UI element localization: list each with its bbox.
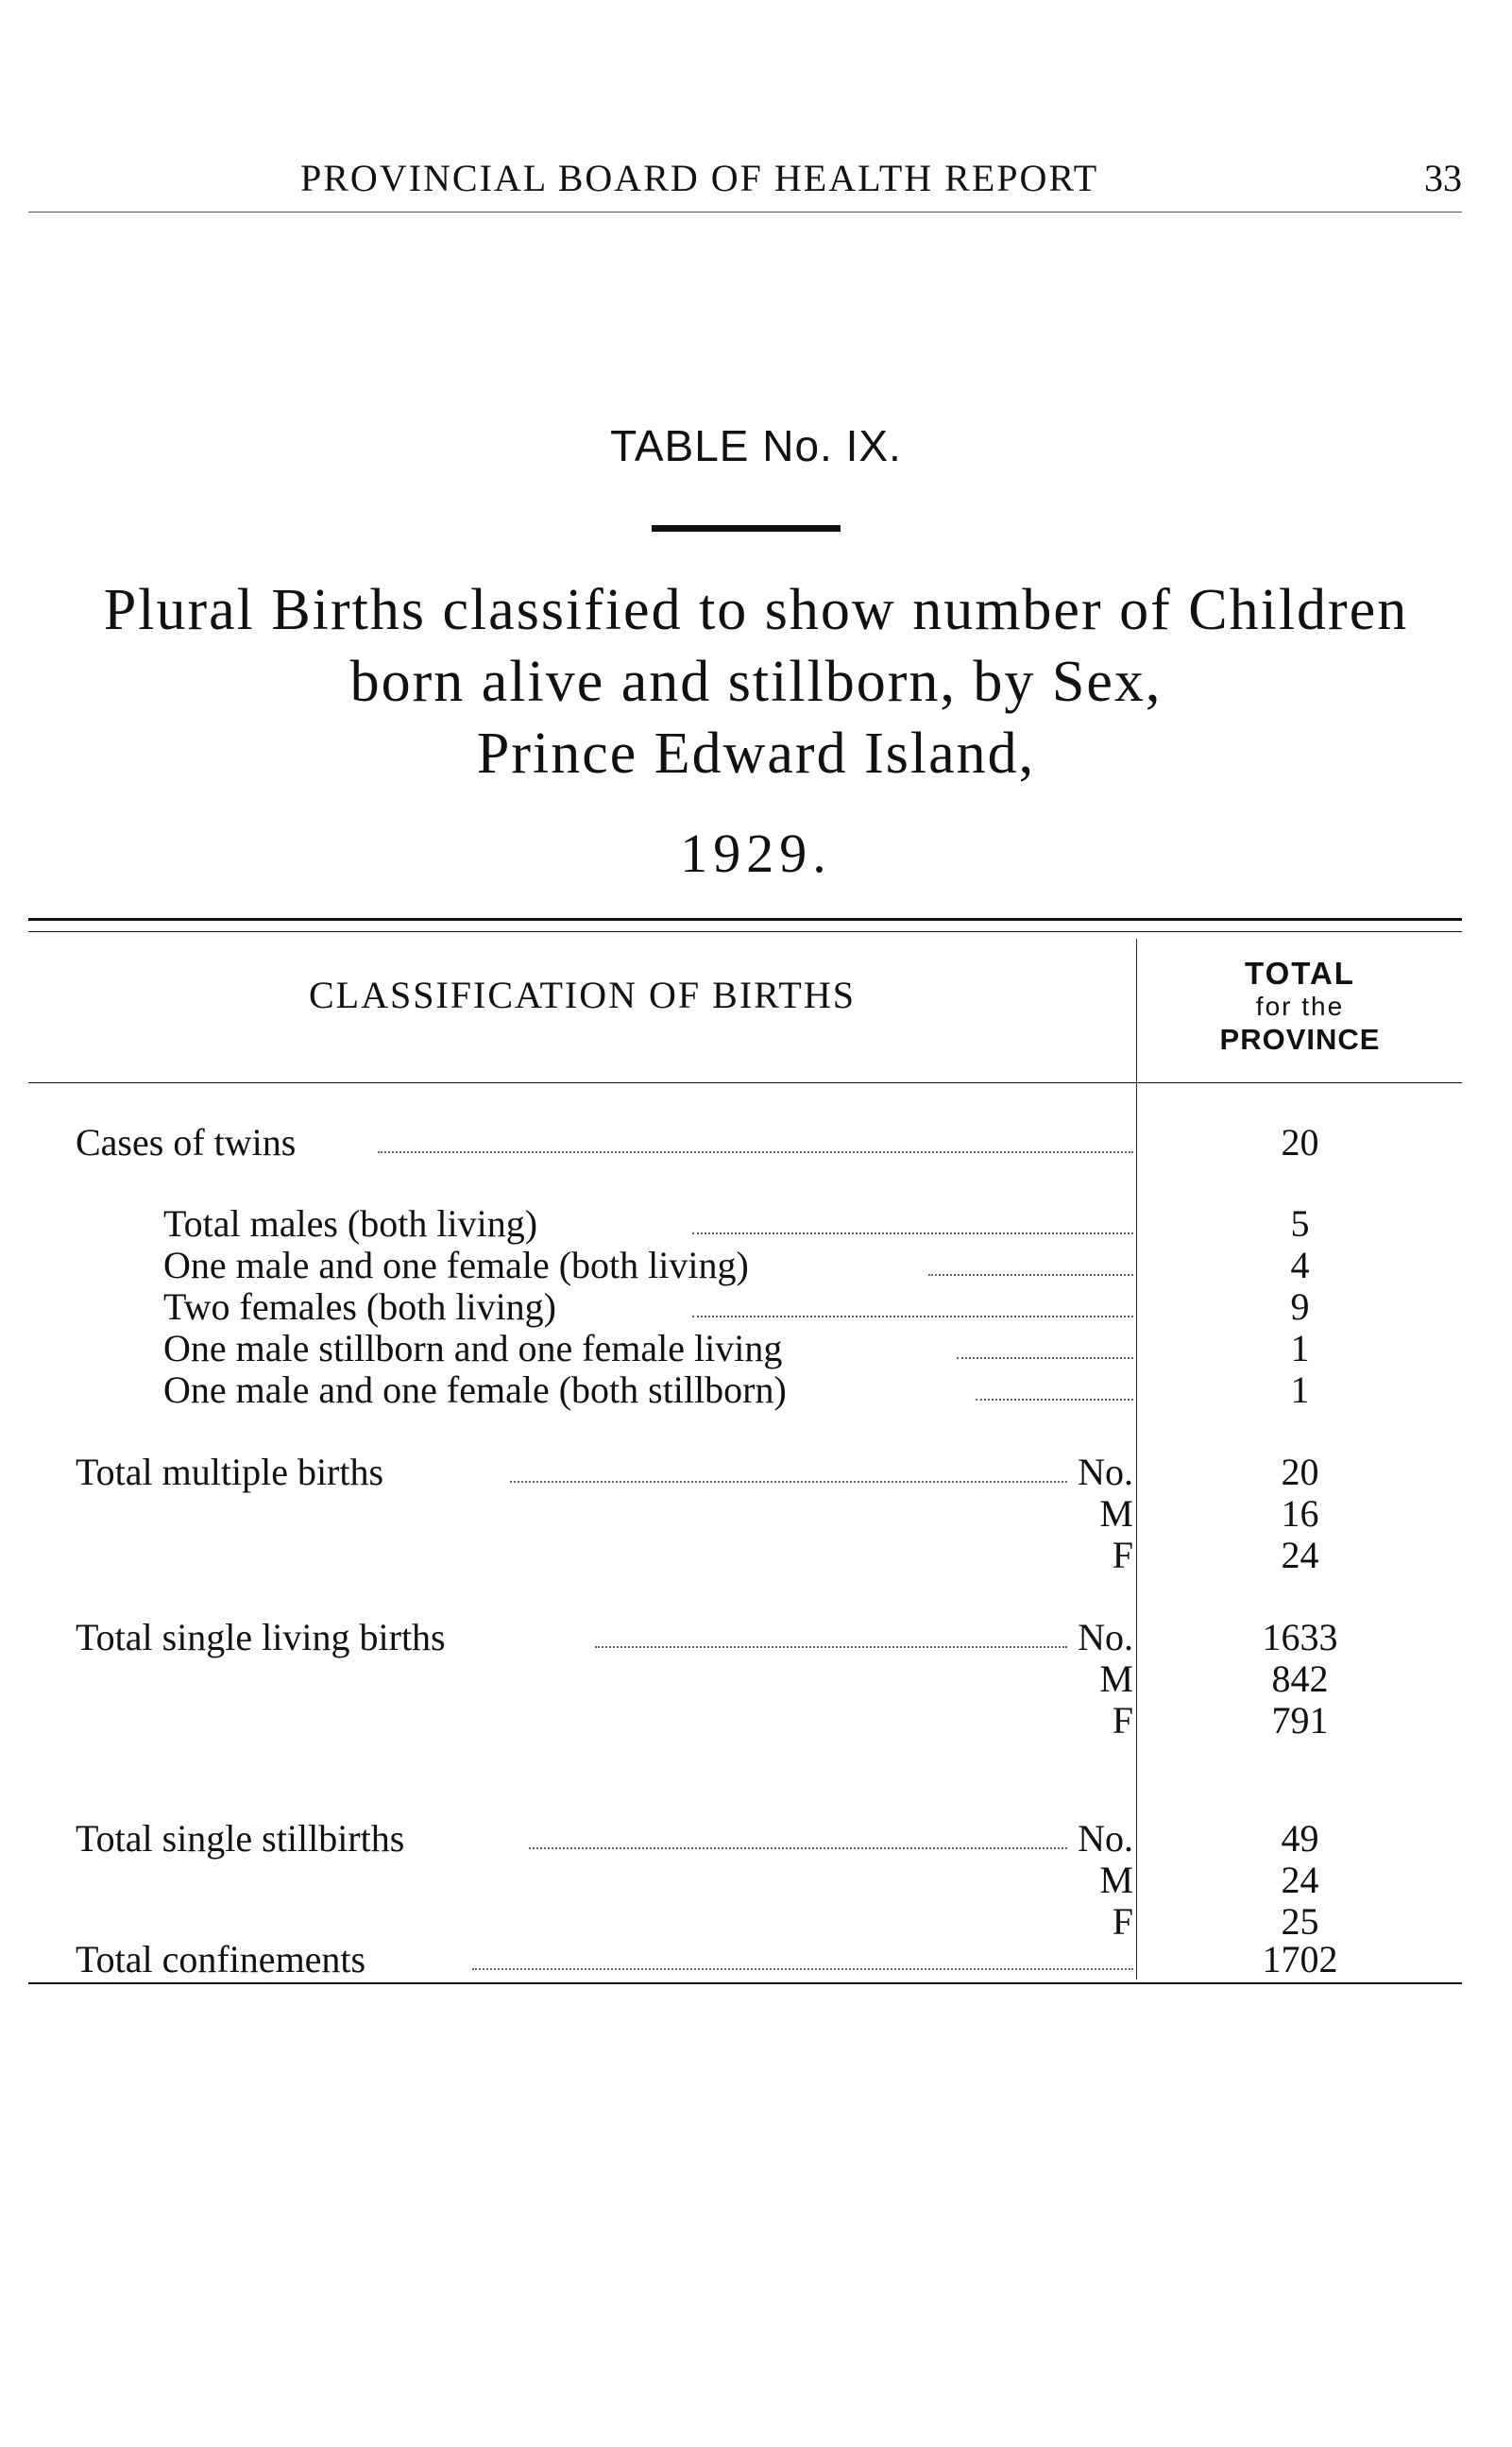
row-value: 16	[1281, 1492, 1319, 1535]
table-row-value	[0, 1535, 1462, 1576]
row-value: 20	[1281, 1451, 1319, 1493]
row-value: 5	[1290, 1202, 1310, 1245]
row-label: One male and one female (both living)	[163, 1245, 756, 1286]
table-row-value	[0, 1901, 1462, 1943]
row-value: 4	[1290, 1244, 1310, 1286]
table-title-line-2: born alive and stillborn, by Sex,	[349, 650, 1163, 714]
page-number: 33	[1424, 157, 1462, 199]
row-value: 20	[1281, 1121, 1319, 1164]
table-title	[0, 574, 1512, 790]
column-header-total-line-2: for the	[1255, 992, 1345, 1021]
row-value: 24	[1281, 1859, 1319, 1901]
table-row-value	[0, 1286, 1462, 1328]
table-row-value	[0, 1939, 1462, 1980]
row-label: Total multiple births	[76, 1452, 391, 1493]
table-header-rule	[28, 1082, 1462, 1083]
row-mark: F	[1112, 1900, 1133, 1943]
table-bottom-rule	[28, 1982, 1462, 1984]
row-mark: F	[1112, 1534, 1133, 1576]
table-row-value	[0, 1369, 1462, 1411]
row-mark: No.	[1078, 1817, 1133, 1860]
table-top-rule-thin	[28, 931, 1462, 932]
row-label: Total single living births	[76, 1617, 453, 1658]
row-value: 9	[1290, 1285, 1310, 1328]
row-value: 49	[1281, 1817, 1319, 1860]
table-title-line-1: Plural Births classified to show number of Children	[103, 578, 1409, 642]
running-header	[0, 156, 1462, 203]
row-value: 1	[1290, 1368, 1310, 1411]
row-label: One male stillborn and one female living	[163, 1328, 790, 1369]
row-label: Cases of twins	[76, 1122, 303, 1164]
table-row-value	[0, 1658, 1462, 1700]
row-label: Total males (both living)	[163, 1203, 545, 1245]
row-mark: No.	[1078, 1616, 1133, 1658]
heading-bar	[652, 525, 841, 532]
row-value: 1633	[1262, 1616, 1338, 1658]
row-value: 25	[1281, 1900, 1319, 1943]
row-mark: F	[1112, 1699, 1133, 1742]
table-row-value	[0, 1245, 1462, 1286]
table-year: 1929.	[680, 823, 832, 884]
row-value: 842	[1271, 1657, 1329, 1700]
row-value: 24	[1281, 1534, 1319, 1576]
table-row-value	[0, 1617, 1462, 1658]
row-mark: M	[1099, 1492, 1133, 1535]
row-label: Total confinements	[76, 1939, 373, 1980]
table-row-value	[0, 1818, 1462, 1860]
table-row-value	[0, 1452, 1462, 1493]
table-row-value	[0, 1203, 1462, 1245]
table-number: TABLE No. IX.	[610, 421, 902, 470]
row-label: One male and one female (both stillborn)	[163, 1369, 794, 1411]
column-header-total-line-1: TOTAL	[1245, 956, 1355, 991]
row-value: 1702	[1262, 1938, 1338, 1980]
row-label: Total single stillbirths	[76, 1818, 412, 1860]
table-row-value	[0, 1860, 1462, 1901]
table-row-value	[0, 1122, 1462, 1164]
column-header-total-line-3: PROVINCE	[1219, 1023, 1381, 1056]
table-title-line-3: Prince Edward Island,	[476, 722, 1036, 786]
table-row-value	[0, 1328, 1462, 1369]
table-top-rule	[28, 918, 1462, 921]
column-header-total	[1138, 956, 1462, 1058]
row-mark: No.	[1078, 1451, 1133, 1493]
running-header-title: PROVINCIAL BOARD OF HEALTH REPORT	[300, 157, 1099, 199]
row-value: 1	[1290, 1327, 1310, 1369]
table-row-value	[0, 1700, 1462, 1742]
row-value: 791	[1271, 1699, 1329, 1742]
table-row-value	[0, 1493, 1462, 1535]
row-label: Two females (both living)	[163, 1286, 564, 1328]
row-mark: M	[1099, 1657, 1133, 1700]
column-header-classification: CLASSIFICATION OF BIRTHS	[308, 974, 856, 1016]
row-mark: M	[1099, 1859, 1133, 1901]
